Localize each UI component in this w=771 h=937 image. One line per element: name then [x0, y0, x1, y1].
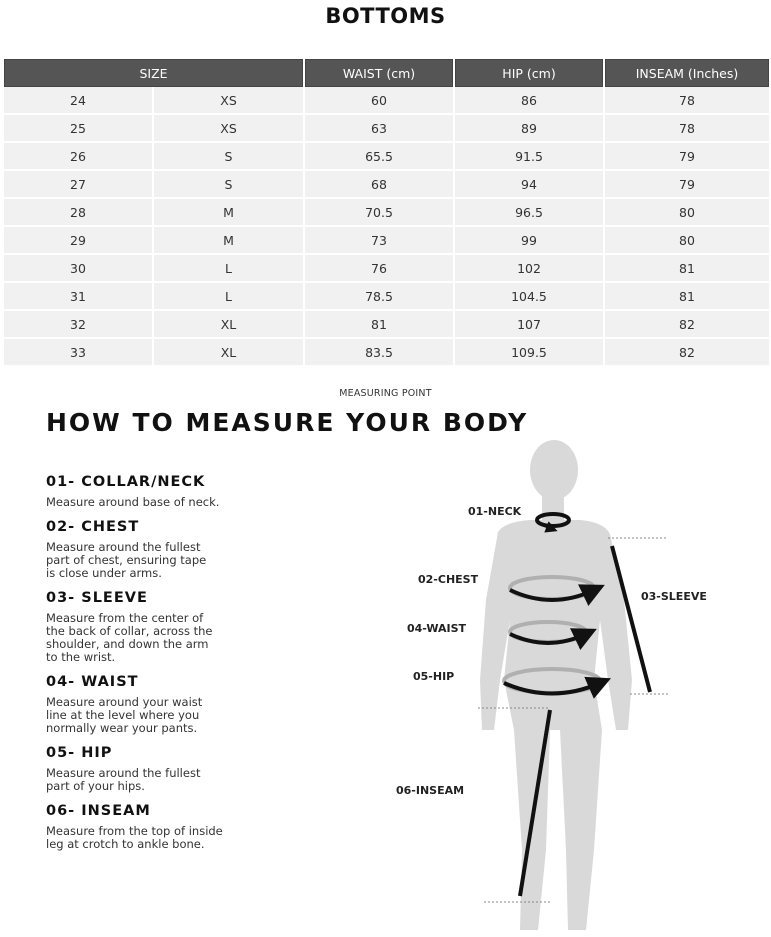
- table-row: [4, 143, 769, 171]
- figure-label-sleeve: 03-SLEEVE: [641, 590, 707, 603]
- header-hip: HIP (cm): [455, 59, 603, 87]
- guide-item-sleeve: [46, 590, 346, 664]
- cell-inseam: 80: [605, 227, 769, 255]
- cell-number: 25: [4, 115, 152, 143]
- cell-inseam: 79: [605, 143, 769, 171]
- cell-waist: 76: [305, 255, 453, 283]
- size-table: [2, 59, 771, 367]
- guide-heading: 04- WAIST: [46, 674, 139, 690]
- cell-hip: 89: [455, 115, 603, 143]
- table-row: [4, 255, 769, 283]
- cell-number: 30: [4, 255, 152, 283]
- cell-inseam: 81: [605, 255, 769, 283]
- cell-inseam: 82: [605, 339, 769, 367]
- table-row: [4, 115, 769, 143]
- guide-item-hip: [46, 745, 346, 793]
- table-row: [4, 339, 769, 367]
- cell-waist: 73: [305, 227, 453, 255]
- cell-size: M: [154, 199, 303, 227]
- figure-label-hip: 05-HIP: [413, 670, 455, 683]
- header-waist: WAIST (cm): [305, 59, 453, 87]
- guide-heading: 06- INSEAM: [46, 803, 151, 819]
- cell-hip: 96.5: [455, 199, 603, 227]
- guide-heading: 05- HIP: [46, 745, 113, 761]
- cell-number: 33: [4, 339, 152, 367]
- how-to-measure-title: HOW TO MEASURE YOUR BODY: [46, 408, 529, 437]
- guide-item-waist: [46, 674, 346, 735]
- cell-size: M: [154, 227, 303, 255]
- cell-inseam: 79: [605, 171, 769, 199]
- guide-description: Measure around the fullest part of chest, ensuring tape is close under arms.: [46, 540, 207, 580]
- cell-hip: 94: [455, 171, 603, 199]
- cell-number: 29: [4, 227, 152, 255]
- cell-number: 28: [4, 199, 152, 227]
- cell-hip: 104.5: [455, 283, 603, 311]
- cell-inseam: 82: [605, 311, 769, 339]
- guide-item-chest: [46, 519, 346, 580]
- cell-number: 26: [4, 143, 152, 171]
- cell-size: S: [154, 143, 303, 171]
- figure-label-chest: 02-CHEST: [418, 573, 479, 586]
- cell-size: L: [154, 255, 303, 283]
- guide-description: Measure around the fullest part of your hips.: [46, 766, 201, 793]
- table-row: [4, 87, 769, 115]
- cell-size: XL: [154, 311, 303, 339]
- cell-waist: 68: [305, 171, 453, 199]
- measure-guide: [46, 474, 346, 861]
- cell-inseam: 78: [605, 87, 769, 115]
- cell-number: 32: [4, 311, 152, 339]
- guide-heading: 02- CHEST: [46, 519, 140, 535]
- cell-waist: 65.5: [305, 143, 453, 171]
- guide-description: Measure around your waist line at the level where you normally wear your pants.: [46, 695, 203, 735]
- body-measurement-figure: [380, 430, 771, 937]
- guide-description: Measure around base of neck.: [46, 495, 220, 509]
- table-row: [4, 311, 769, 339]
- cell-waist: 78.5: [305, 283, 453, 311]
- cell-hip: 102: [455, 255, 603, 283]
- cell-waist: 60: [305, 87, 453, 115]
- guide-item-neck: [46, 474, 346, 509]
- figure-label-inseam: 06-INSEAM: [396, 784, 465, 797]
- cell-hip: 107: [455, 311, 603, 339]
- table-row: [4, 227, 769, 255]
- cell-size: L: [154, 283, 303, 311]
- cell-waist: 83.5: [305, 339, 453, 367]
- cell-number: 24: [4, 87, 152, 115]
- table-header-row: [4, 59, 769, 87]
- cell-hip: 99: [455, 227, 603, 255]
- header-size: SIZE: [4, 59, 303, 87]
- cell-inseam: 81: [605, 283, 769, 311]
- cell-hip: 86: [455, 87, 603, 115]
- cell-size: XL: [154, 339, 303, 367]
- guide-heading: 03- SLEEVE: [46, 590, 148, 606]
- guide-description: Measure from the top of inside leg at crotch to ankle bone.: [46, 824, 223, 851]
- cell-hip: 109.5: [455, 339, 603, 367]
- cell-waist: 70.5: [305, 199, 453, 227]
- guide-heading: 01- COLLAR/NECK: [46, 474, 206, 490]
- figure-label-neck: 01-NECK: [468, 505, 522, 518]
- cell-size: S: [154, 171, 303, 199]
- table-row: [4, 283, 769, 311]
- figure-label-waist: 04-WAIST: [407, 622, 467, 635]
- cell-inseam: 78: [605, 115, 769, 143]
- header-inseam: INSEAM (Inches): [605, 59, 769, 87]
- cell-waist: 81: [305, 311, 453, 339]
- page-title: BOTTOMS: [325, 4, 446, 28]
- cell-size: XS: [154, 87, 303, 115]
- cell-size: XS: [154, 115, 303, 143]
- guide-item-inseam: [46, 803, 346, 851]
- cell-number: 27: [4, 171, 152, 199]
- table-row: [4, 199, 769, 227]
- cell-number: 31: [4, 283, 152, 311]
- measuring-point-label: MEASURING POINT: [339, 388, 432, 399]
- guide-description: Measure from the center of the back of collar, across the shoulder, and down the arm to the wrist.: [46, 611, 213, 664]
- table-row: [4, 171, 769, 199]
- cell-hip: 91.5: [455, 143, 603, 171]
- cell-waist: 63: [305, 115, 453, 143]
- cell-inseam: 80: [605, 199, 769, 227]
